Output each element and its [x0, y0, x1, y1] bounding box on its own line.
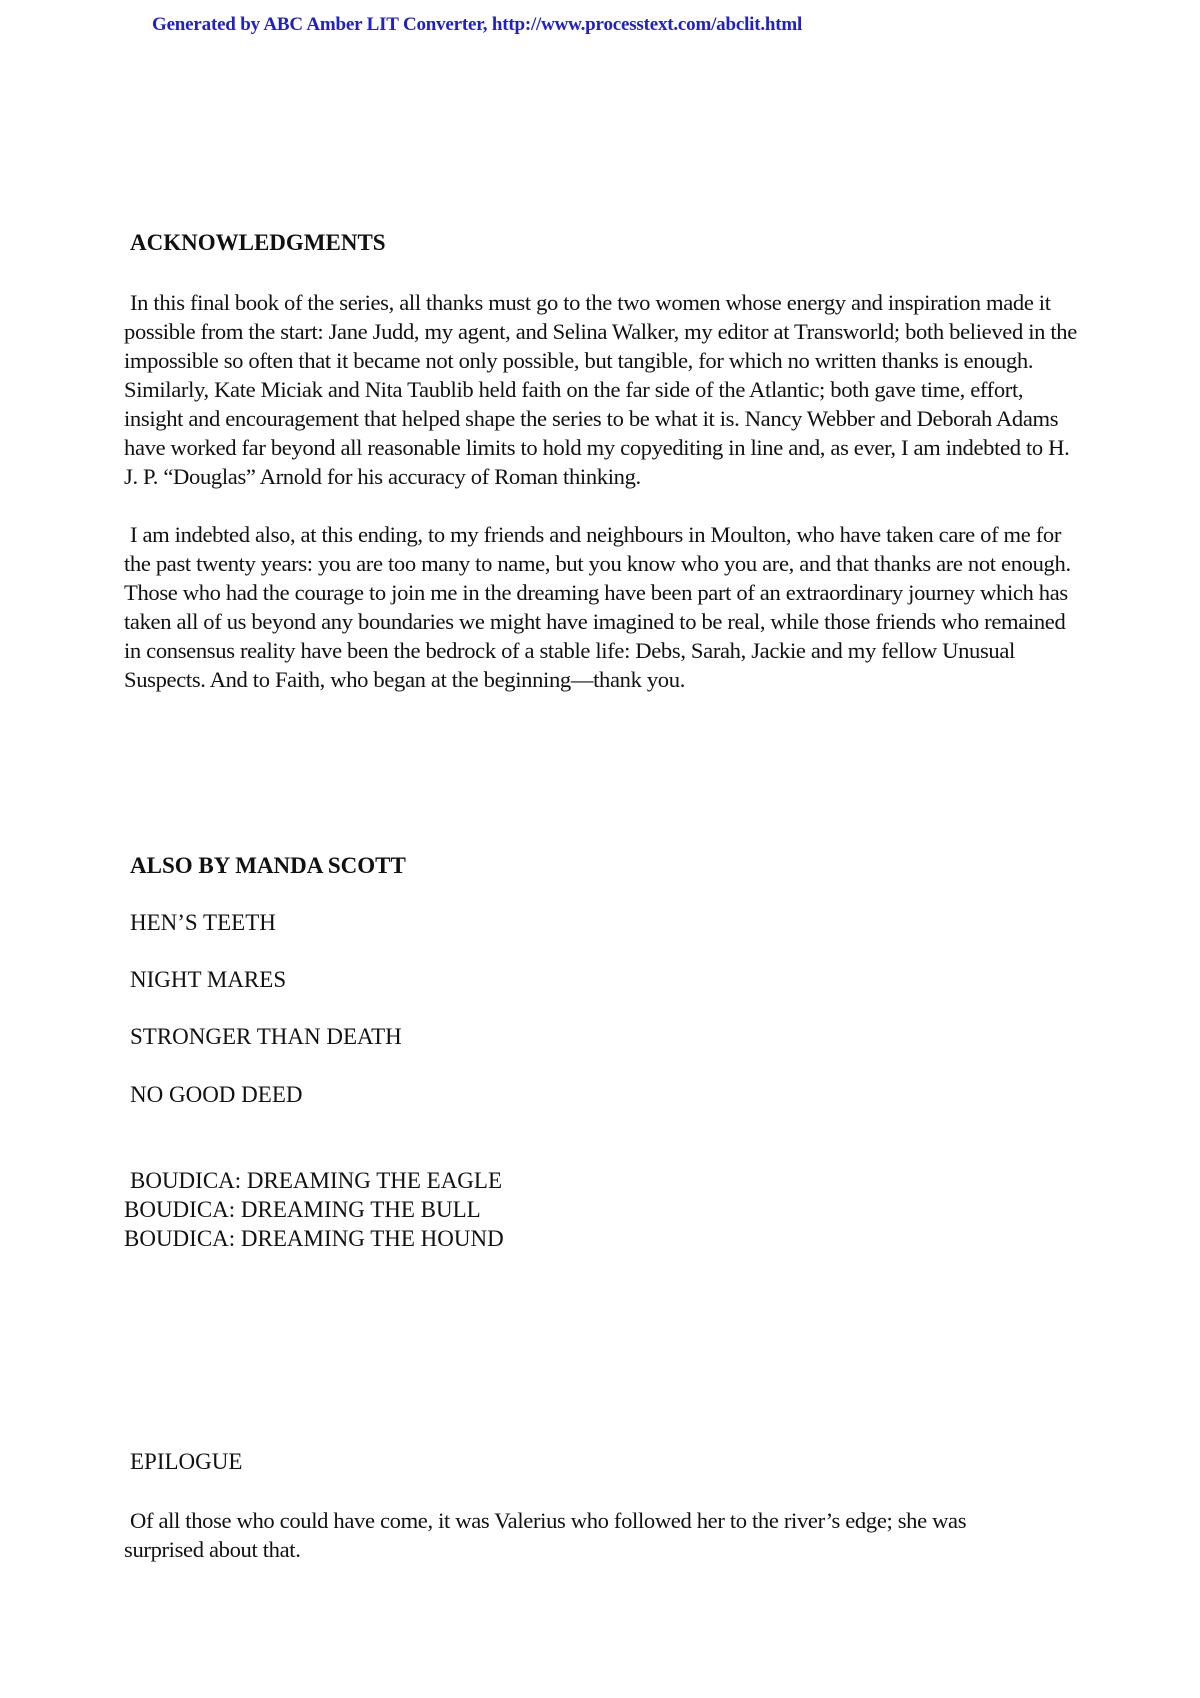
series-title: BOUDICA: DREAMING THE BULL — [124, 1197, 481, 1222]
acknowledgments-paragraph-2: I am indebted also, at this ending, to my friends and neighbours in Moulton, who have taken care of me for the past twenty years: you are too many to name, but you know who you are, and that thanks are not enough. Those who had the courage to join me in the dreaming have been part of an extraordinary journey which has taken all of us beyond any boundaries we might have imagined to be real, while those friends who remained in consensus reality have been the bedrock of a stable life: Debs, Sarah, Jackie and my fellow Unusual Suspects. And to Faith, who began at the beginning—thank you. — [124, 522, 1071, 692]
also-by-heading: ALSO BY MANDA SCOTT — [130, 853, 406, 878]
book-title: STRONGER THAN DEATH — [130, 1024, 402, 1049]
book-title: HEN’S TEETH — [130, 910, 276, 935]
acknowledgments-paragraph-1: In this final book of the series, all thanks must go to the two women whose energy and inspiration made it possible from the start: Jane Judd, my agent, and Selina Walker, my editor at Transworld; both believed in the impossible so often that it became not only possible, but tangible, for which no written thanks is enough. Similarly, Kate Miciak and Nita Taublib held faith on the far side of the Atlantic; both gave time, effort, insight and encouragement that helped shape the series to be what it is. Nancy Webber and Deborah Adams have worked far beyond all reasonable limits to hold my copyediting in line and, as ever, I am indebted to H. J. P. “Douglas” Arnold for his accuracy of Roman thinking. — [124, 290, 1077, 489]
epilogue-paragraph: Of all those who could have come, it was Valerius who followed her to the river’s edge; she was surprised about that. — [124, 1508, 967, 1562]
series-title: BOUDICA: DREAMING THE EAGLE — [130, 1168, 503, 1193]
book-title: NIGHT MARES — [130, 967, 287, 992]
book-title: NO GOOD DEED — [130, 1082, 303, 1107]
acknowledgments-heading: ACKNOWLEDGMENTS — [130, 230, 386, 255]
series-title: BOUDICA: DREAMING THE HOUND — [124, 1226, 504, 1251]
epilogue-heading: EPILOGUE — [130, 1449, 243, 1474]
converter-banner-link[interactable]: Generated by ABC Amber LIT Converter, http://www.processtext.com/abclit.html — [152, 14, 803, 35]
